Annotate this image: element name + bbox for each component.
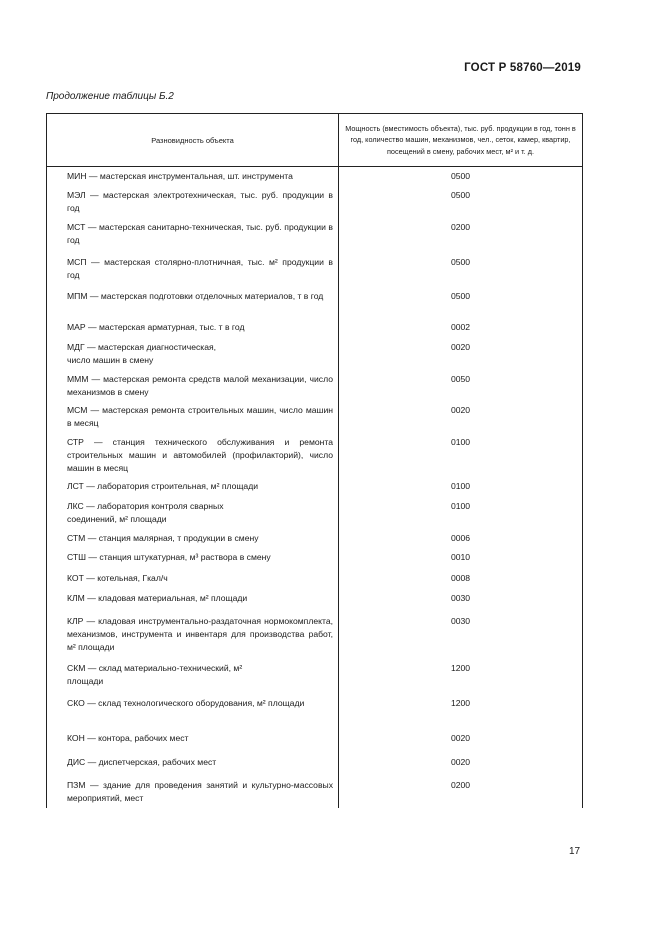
row-object-type: МСТ — мастерская санитарно-техническая, тыс. руб. продукции в год <box>67 222 333 245</box>
row-capacity: 0500 <box>450 190 471 200</box>
row-capacity: 0500 <box>450 257 471 267</box>
row-capacity: 0010 <box>450 552 471 562</box>
row-object-type: МПМ — мастерская подготовки отделочных материалов, т в год <box>67 291 324 301</box>
row-object-type: МАР — мастерская арматурная, тыс. т в год <box>67 322 245 332</box>
page-number: 17 <box>569 846 581 857</box>
row-object-type: МЭЛ — мастерская электротехническая, тыс. руб. продукции в год <box>67 190 333 213</box>
row-capacity: 0020 <box>450 405 471 415</box>
row-object-type: ДИС — диспетчерская, рабочих мест <box>67 757 217 767</box>
row-capacity: 0200 <box>450 780 471 790</box>
row-object-type: СТР — станция технического обслуживания и ремонта строительных машин и автомобилей (профилакторий), число машин в месяц <box>67 437 333 473</box>
row-capacity: 0500 <box>450 171 471 181</box>
table-caption: Продолжение таблицы Б.2 <box>46 91 174 102</box>
document-title: ГОСТ Р 58760—2019 <box>464 62 581 74</box>
row-object-type: СТМ — станция малярная, т продукции в смену <box>67 533 259 543</box>
row-capacity: 0020 <box>450 733 471 743</box>
row-object-type: КОН — контора, рабочих мест <box>67 733 189 743</box>
row-object-type: СКМ — склад материально-технический, м² площади <box>67 663 243 686</box>
row-capacity: 0002 <box>450 322 471 332</box>
row-object-type: СКО — склад технологического оборудования, м² площади <box>67 698 305 708</box>
row-object-type: МММ — мастерская ремонта средств малой механизации, число механизмов в смену <box>67 374 333 397</box>
row-capacity: 1200 <box>450 698 471 708</box>
row-capacity: 0006 <box>450 533 471 543</box>
row-object-type: ЛСТ — лаборатория строительная, м² площади <box>67 481 259 491</box>
table-header <box>47 114 582 167</box>
header-object-type: Разновидность объекта <box>151 135 234 145</box>
row-capacity: 0100 <box>450 437 471 447</box>
row-capacity: 0100 <box>450 481 471 491</box>
row-object-type: КЛР — кладовая инструментально-раздаточная нормокомплекта, механизмов, инструмента и инвентаря для производства работ, м² площади <box>67 616 333 652</box>
row-object-type: МСП — мастерская столярно-плотничная, тыс. м² продукции в год <box>67 257 333 280</box>
header-capacity: Мощность (вместимость объекта), тыс. руб. продукции в год, тонн в год, количество машин, механизмов, чел., сеток, камер, квартир, посещений в смену, рабочих мест, м² и т. д. <box>345 123 576 156</box>
row-object-type: МСМ — мастерская ремонта строительных машин, число машин в месяц <box>67 405 333 428</box>
row-object-type: ЛКС — лаборатория контроля сварных соединений, м² площади <box>67 501 224 524</box>
row-capacity: 0500 <box>450 291 471 301</box>
row-capacity: 0020 <box>450 342 471 352</box>
row-capacity: 1200 <box>450 663 471 673</box>
row-capacity: 0030 <box>450 593 471 603</box>
row-object-type: МИН — мастерская инструментальная, шт. инструмента <box>67 171 293 181</box>
row-capacity: 0008 <box>450 573 471 583</box>
row-object-type: КЛМ — кладовая материальная, м² площади <box>67 593 248 603</box>
row-capacity: 0200 <box>450 222 471 232</box>
objects-table <box>46 113 583 808</box>
row-capacity: 0030 <box>450 616 471 626</box>
row-capacity: 0050 <box>450 374 471 384</box>
row-object-type: КОТ — котельная, Гкал/ч <box>67 573 168 583</box>
row-capacity: 0100 <box>450 501 471 511</box>
row-capacity: 0020 <box>450 757 471 767</box>
row-object-type: МДГ — мастерская диагностическая, число машин в смену <box>67 342 217 365</box>
row-object-type: СТШ — станция штукатурная, м³ раствора в смену <box>67 552 271 562</box>
row-object-type: ПЗМ — здание для проведения занятий и культурно-массовых мероприятий, мест <box>67 780 333 803</box>
